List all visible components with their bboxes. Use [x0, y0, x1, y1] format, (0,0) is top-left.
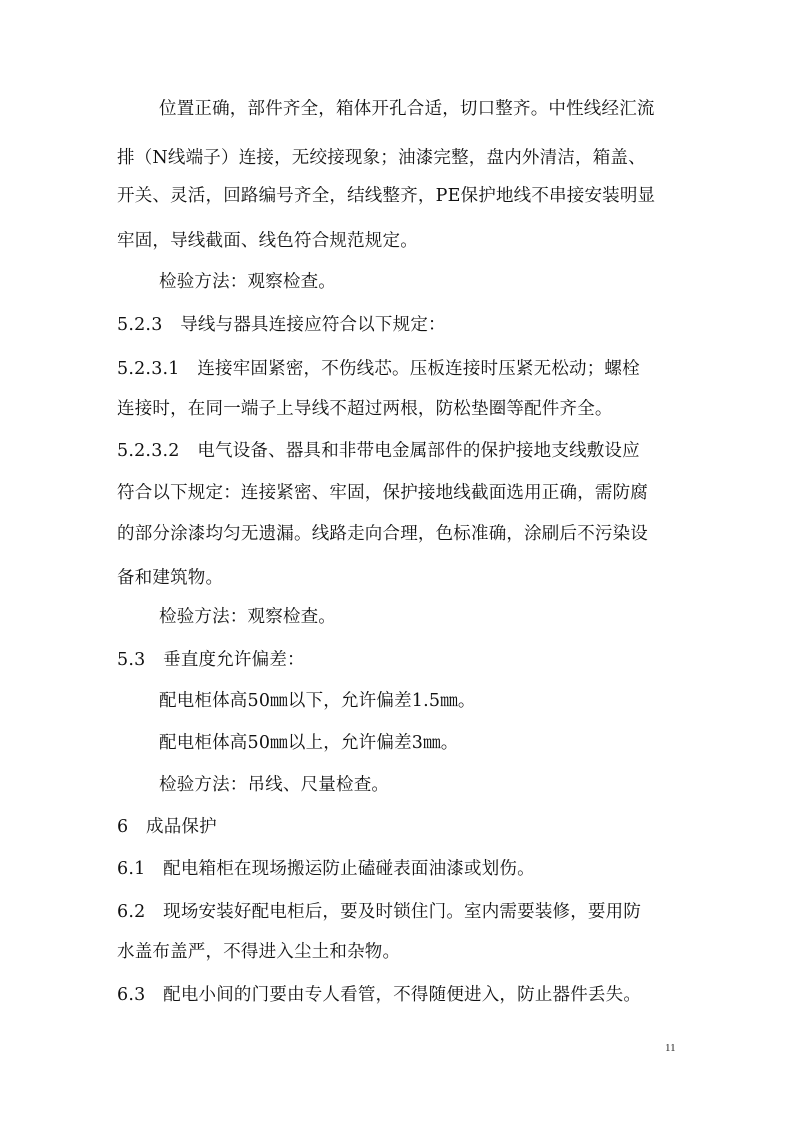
section-heading: 6 成品保护 — [117, 817, 217, 837]
text-line: 配电柜体高50㎜以下，允许偏差1.5㎜。 — [159, 691, 476, 711]
text-line: 6.3 配电小间的门要由专人看管，不得随便进入，防止器件丢失。 — [117, 985, 642, 1005]
text-line: 检验方法：吊线、尺量检查。 — [159, 775, 390, 795]
text-line: 水盖布盖严，不得进入尘土和杂物。 — [117, 942, 401, 962]
text-line: 6.2 现场安装好配电柜后，要及时锁住门。室内需要装修，要用防 — [117, 902, 642, 922]
page-number: 11 — [665, 1042, 676, 1054]
text-line: 排（N线端子）连接，无绞接现象；油漆完整，盘内外清洁，箱盖、 — [117, 148, 646, 168]
section-heading: 5.2.3 导线与器具连接应符合以下规定： — [117, 315, 446, 335]
text-line: 符合以下规定：连接紧密、牢固，保护接地线截面选用正确，需防腐 — [117, 483, 648, 503]
section-heading: 5.3 垂直度允许偏差： — [117, 650, 305, 670]
text-line: 备和建筑物。 — [117, 568, 224, 588]
text-line: 位置正确，部件齐全，箱体开孔合适，切口整齐。中性线经汇流 — [159, 99, 655, 119]
text-line: 配电柜体高50㎜以上，允许偏差3㎜。 — [159, 733, 459, 753]
text-line: 5.2.3.1 连接牢固紧密，不伤线芯。压板连接时压紧无松动；螺栓 — [117, 359, 640, 379]
text-line: 牢固，导线截面、线色符合规范规定。 — [117, 231, 418, 251]
text-line: 检验方法：观察检查。 — [159, 607, 336, 627]
text-line: 5.2.3.2 电气设备、器具和非带电金属部件的保护接地支线敷设应 — [117, 441, 640, 461]
text-line: 的部分涂漆均匀无遗漏。线路走向合理，色标准确，涂刷后不污染设 — [117, 524, 648, 544]
text-line: 6.1 配电箱柜在现场搬运防止磕碰表面油漆或划伤。 — [117, 859, 535, 879]
text-line: 连接时，在同一端子上导线不超过两根，防松垫圈等配件齐全。 — [117, 399, 613, 419]
text-line: 开关、灵活，回路编号齐全，结线整齐，PE保护地线不串接安装明显 — [117, 186, 656, 206]
text-line: 检验方法：观察检查。 — [159, 272, 336, 292]
